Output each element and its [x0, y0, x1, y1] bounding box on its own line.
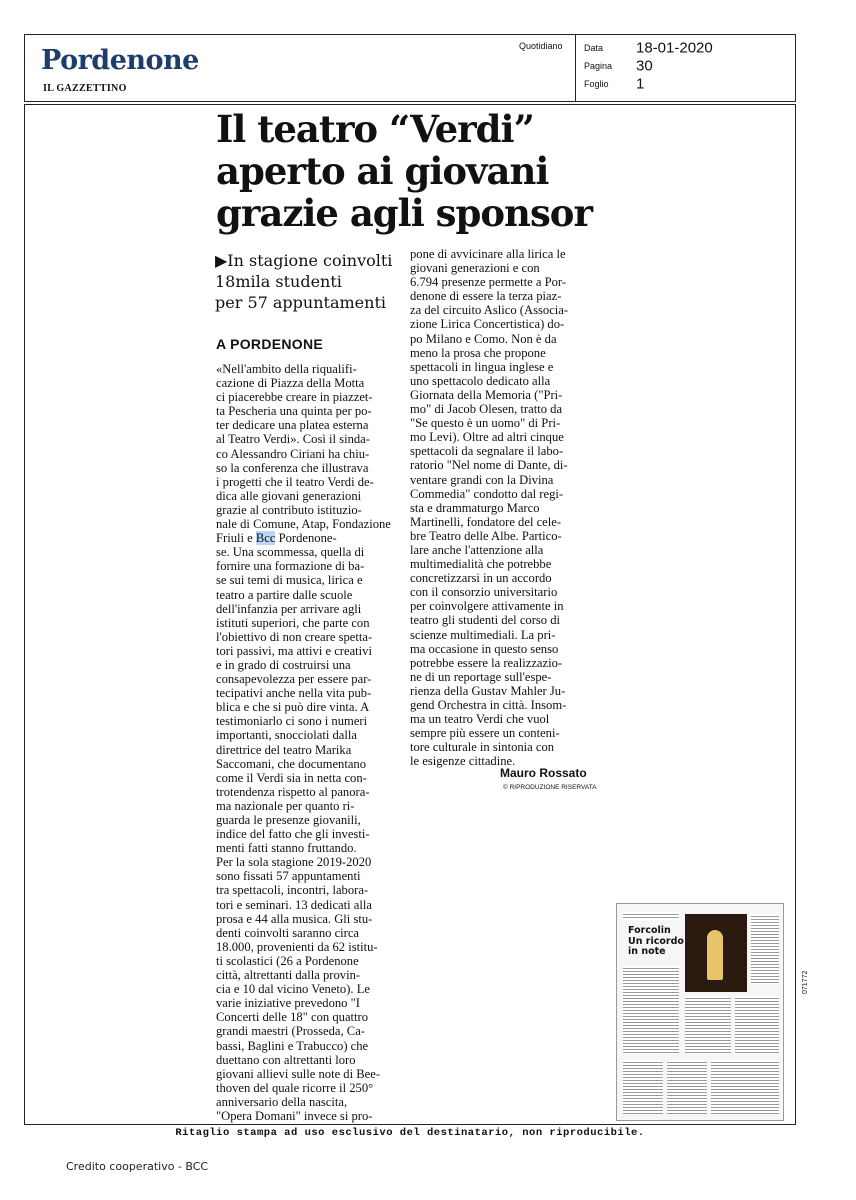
article-line: bre Teatro delle Albe. Partico- [410, 528, 562, 543]
article-line: tore culturale in sintonia con [410, 740, 555, 755]
article-line: «Nell'ambito della riqualifi- [216, 362, 357, 376]
publication-type: Quotidiano [519, 41, 563, 51]
headline-line: grazie agli sponsor [216, 191, 592, 235]
article-text-fragment: Friuli e [216, 531, 256, 546]
article-line: tecipativi anche nella vita pub- [216, 686, 372, 701]
thumb-title [628, 926, 684, 958]
headline-line: Il teatro “Verdi” [216, 107, 534, 151]
article-line: pone di avvicinare alla lirica le [410, 247, 566, 261]
article-line: consapevolezza per essere par- [216, 672, 372, 687]
article-line: meno la prosa che propone [410, 345, 546, 360]
article-line: spettacoli da segnalare il labo- [410, 444, 564, 459]
article-line: con il consorzio universitario [410, 585, 558, 600]
article-line: ma occasione in questo senso [410, 641, 559, 656]
article-line: tori passivi, ma attivi e creativi [216, 643, 372, 658]
header-box [24, 34, 796, 102]
article-line: scienze multimediali. La pri- [410, 627, 556, 642]
article-line: istituti superiori, che parte con [216, 615, 370, 630]
author-byline: Mauro Rossato [500, 766, 587, 780]
article-column-2 [410, 247, 598, 768]
subhead-line: ▶In stagione coinvolti [215, 251, 393, 270]
sheet-label: Foglio [584, 78, 609, 89]
article-line: rienza della Gustav Mahler Ju- [410, 683, 566, 698]
article-line: città, altrettanti dalla provin- [216, 968, 361, 983]
article-line: se sui temi di musica, lirica e [216, 573, 363, 588]
thumb-title-line: Un ricordo [628, 935, 684, 947]
thumb-figure [707, 930, 723, 980]
article-line: se. Una scommessa, quella di [216, 545, 365, 560]
thumb-text-block [711, 1060, 779, 1114]
article-line: per coinvolgere attivamente in [410, 599, 564, 614]
meta-box [575, 35, 797, 102]
article-line: multimedialità che potrebbe [410, 557, 552, 572]
article-line: duettano con altrettanti loro [216, 1052, 356, 1067]
article-line: grazie al contributo istituzio- [216, 502, 362, 517]
page-thumbnail [616, 903, 784, 1121]
article-line: cazione di Piazza della Motta [216, 376, 365, 391]
article-line: ma un teatro Verdi che vuol [410, 712, 550, 727]
article-line: blica e che si può dire vinta. A [216, 700, 370, 715]
date-value: 18-01-2020 [636, 39, 713, 57]
article-line: testimoniarlo ci sono i numeri [216, 714, 368, 729]
article-line: come il Verdi sia in netta con- [216, 770, 367, 785]
article-line: direttrice del teatro Marika [216, 742, 352, 757]
article-line: gend Orchestra in città. Insom- [410, 698, 567, 712]
article-line: ci piacerebbe creare in piazzet- [216, 390, 373, 405]
article-line: ter dedicare una platea esterna [216, 418, 369, 433]
article-line: ne di un reportage sull'espe- [410, 669, 552, 684]
article-line: prosa e 44 alla musica. Gli stu- [216, 911, 373, 926]
article-line: e in grado di costruirsi una [216, 657, 351, 672]
footer-disclaimer: Ritaglio stampa ad uso esclusivo del destinatario, non riproducibile. [24, 1124, 796, 1141]
sheet-row [584, 75, 644, 93]
article-line: co Alessandro Ciriani ha chiu- [216, 446, 370, 461]
subhead-line: 18mila studenti [215, 272, 342, 291]
highlighted-sponsor: Bcc [255, 531, 276, 546]
article-line: nale di Comune, Atap, Fondazione [216, 517, 391, 532]
thumb-title-line: Forcolin [628, 925, 671, 936]
article-line: potrebbe essere la realizzazio- [410, 655, 563, 670]
article-line: trotendenza rispetto al panora- [216, 784, 370, 799]
article-line: Concerti delle 18" con quattro [216, 1010, 369, 1025]
article-line: tori e seminari. 13 dedicati alla [216, 897, 372, 912]
article-line: tra spettacoli, incontri, labora- [216, 883, 369, 898]
page-row [584, 57, 653, 75]
article-line: le esigenze cittadine. [410, 754, 516, 769]
article-line: anniversario della nascita, [216, 1094, 348, 1109]
article-line: ta Pescheria una quinta per po- [216, 404, 372, 419]
article-line: teatro a partire dalle scuole [216, 587, 353, 602]
page-value: 30 [636, 57, 653, 75]
article-line: sta e drammaturgo Marco [410, 500, 540, 515]
article-line: za del circuito Aslico (Associa- [410, 303, 569, 318]
article-line: menti fatti stanno fruttando. [216, 841, 357, 856]
article-line: bassi, Baglini e Trabucco) che [216, 1038, 369, 1053]
article-line: teatro gli studenti del corso di [410, 613, 561, 628]
article-line: uno spettacolo dedicato alla [410, 373, 551, 388]
article-line: indice del fatto che gli investi- [216, 827, 370, 842]
subheadline [215, 250, 405, 313]
article-line: Martinelli, fondatore del cele- [410, 514, 562, 529]
article-line: ventare grandi con la Divina [410, 472, 554, 487]
article-line: i progetti che il teatro Verdi de- [216, 474, 374, 489]
article-line: sono fissati 57 appuntamenti [216, 869, 361, 884]
article-line: Saccomani, che documentano [216, 756, 367, 771]
thumb-text-block [667, 1060, 707, 1114]
page-label: Pagina [584, 60, 613, 71]
side-code: 071772 [802, 970, 809, 994]
credit-label: Credito cooperativo - BCC [66, 1160, 209, 1173]
thumb-text-block [685, 996, 731, 1054]
article-line: importanti, snocciolati dalla [216, 728, 357, 743]
article-line: cia e 10 dal vicino Veneto). Le [216, 982, 370, 997]
article-line: varie iniziative prevedono "I [216, 996, 360, 1011]
article-line: denone di essere la terza piaz- [410, 289, 562, 304]
sheet-value: 1 [636, 75, 645, 93]
headline-line: aperto ai giovani [216, 149, 549, 193]
article-line: lare anche l'attenzione alla [410, 542, 544, 557]
article-line: spettacoli in lingua inglese e [410, 359, 554, 374]
article-line: grandi maestri (Prosseda, Ca- [216, 1024, 365, 1039]
article-line: dica alle giovani generazioni [216, 488, 362, 503]
article-line: concretizzarsi in un accordo [410, 571, 552, 586]
article-line: al Teatro Verdi». Così il sinda- [216, 432, 370, 447]
article-line: zione Lirica Concertistica) do- [410, 317, 565, 332]
article-line: so la conferenza che illustrava [216, 460, 369, 475]
article-line: mo Levi). Oltre ad altri cinque [410, 430, 564, 445]
location-kicker: A PORDENONE [216, 336, 324, 352]
article-line: ti scolastici (26 a Pordenone [216, 953, 359, 968]
article-line: mo" di Jacob Olesen, tratto da [410, 402, 563, 417]
date-label: Data [584, 42, 604, 53]
subhead-line: per 57 appuntamenti [215, 293, 386, 312]
article-line: denti coinvolti saranno circa [216, 925, 360, 940]
newspaper-logo: Pordenone [41, 45, 199, 76]
article-line: "Opera Domani" invece si pro- [216, 1108, 373, 1123]
article-line: "Se questo è un uomo" di Pri- [410, 416, 561, 431]
thumb-photo [685, 914, 747, 992]
article-column-1 [216, 362, 404, 1123]
article-line: sempre più essere un conteni- [410, 726, 560, 741]
date-row [584, 39, 713, 57]
thumb-title-line: in note [628, 946, 666, 957]
article-line: po Milano e Como. Non è da [410, 331, 557, 346]
thumb-text-block [623, 966, 679, 1054]
article-line: l'obiettivo di non creare spetta- [216, 629, 373, 644]
newspaper-sublogo: IL GAZZETTINO [43, 83, 127, 94]
article-text-fragment: Pordenone- [275, 531, 337, 546]
rights-notice: © RIPRODUZIONE RISERVATA [503, 784, 597, 791]
article-line [216, 531, 404, 545]
thumb-text-block [623, 1060, 663, 1114]
article-line: giovani allievi sulle note di Bee- [216, 1066, 381, 1081]
article-line: Giornata della Memoria ("Pri- [410, 387, 563, 402]
article-line: thoven del quale ricorre il 250° [216, 1080, 374, 1095]
article-line: Per la sola stagione 2019-2020 [216, 855, 372, 870]
article-line: ratorio "Nel nome di Dante, di- [410, 458, 568, 473]
article-line: giovani generazioni e con [410, 261, 540, 276]
thumb-text-block [735, 996, 779, 1054]
article-line: Commedia" condotto dal regi- [410, 486, 564, 501]
article-line: guarda le presenze giovanili, [216, 813, 361, 827]
article-line: 6.794 presenze permette a Por- [410, 275, 567, 290]
headline [216, 108, 596, 234]
article-line: fornire una formazione di ba- [216, 559, 365, 574]
article-line: ma nazionale per quanto ri- [216, 798, 355, 813]
thumb-text-block [623, 912, 679, 920]
article-line: 18.000, provenienti da 62 istitu- [216, 939, 378, 954]
article-line: dell'infanzia per arrivare agli [216, 601, 362, 616]
thumb-text-block [751, 914, 779, 984]
